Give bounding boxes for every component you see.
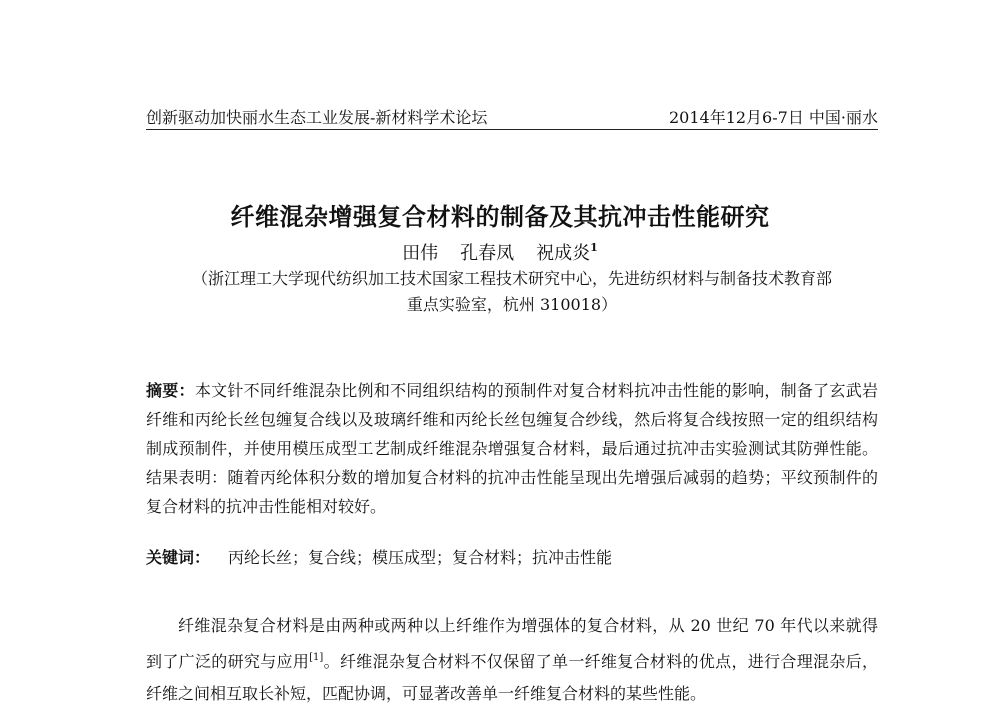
header-conference: 创新驱动加快丽水生态工业发展-新材料学术论坛 bbox=[146, 108, 488, 127]
citation-reference: [1] bbox=[309, 652, 324, 663]
header-date-location: 2014年12月6-7日 中国·丽水 bbox=[668, 108, 878, 127]
body-paragraph bbox=[146, 610, 878, 710]
affiliation-line: 重点实验室，杭州 310018） bbox=[406, 295, 618, 314]
body-text-part: 。纤维混杂复合材料不仅保留了单一纤维复合材料的优点，进行合理混杂后，纤维之间相互取长补短，匹配协调，可显著改善单一纤维复合材料的某些性能。 bbox=[146, 652, 878, 703]
affiliation-line: （浙江理工大学现代纺织加工技术国家工程技术研究中心，先进纺织材料与制备技术教育部 bbox=[191, 269, 832, 288]
keywords-text: 丙纶长丝；复合线；模压成型；复合材料；抗冲击性能 bbox=[228, 548, 613, 567]
affiliation bbox=[146, 266, 878, 318]
keywords bbox=[146, 544, 878, 572]
abstract-label: 摘要： bbox=[146, 381, 195, 400]
author-name: 孔春凤 bbox=[460, 243, 515, 264]
keywords-label: 关键词： bbox=[146, 548, 211, 567]
author-name: 祝成炎 bbox=[536, 243, 591, 264]
author-name: 田伟 bbox=[402, 243, 439, 264]
body-text-part: 纤维混杂复合材料是由两种或两种以上纤维作为增强体的复合材料，从 20 世纪 70 年代以来就得到了广泛的研究与应用 bbox=[146, 616, 878, 671]
abstract-text: 本文针不同纤维混杂比例和不同组织结构的预制件对复合材料抗冲击性能的影响，制备了玄武岩纤维和丙纶长丝包缠复合线以及玻璃纤维和丙纶长丝包缠复合纱线，然后将复合线按照一定的组织结构制成预制件，并使用模压成型工艺制成纤维混杂增强复合材料，最后通过抗冲击实验测试其防弹性能。结果表明：随着丙纶体积分数的增加复合材料的抗冲击性能呈现出先增强后减弱的趋势；平纹预制件的复合材料的抗冲击性能相对较好。 bbox=[146, 381, 878, 516]
running-header bbox=[146, 101, 878, 130]
abstract bbox=[146, 376, 878, 521]
paper-title: 纤维混杂增强复合材料的制备及其抗冲击性能研究 bbox=[230, 203, 770, 231]
author-superscript: 1 bbox=[590, 241, 598, 254]
author-list bbox=[0, 239, 1000, 265]
